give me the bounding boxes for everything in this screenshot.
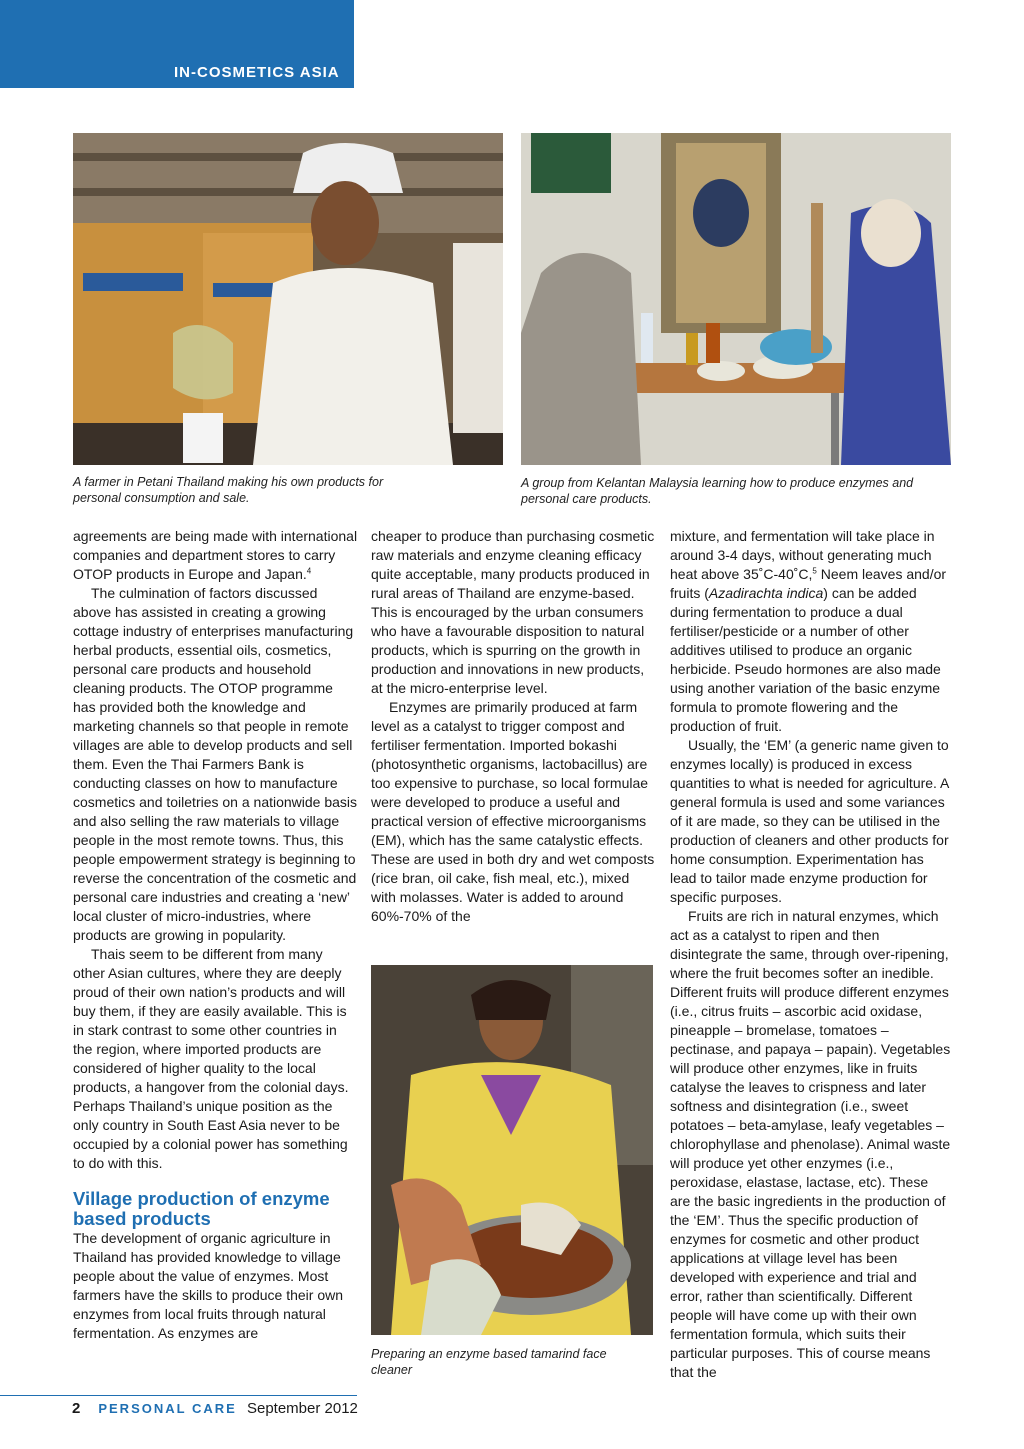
species-name: Azadirachta indica: [708, 585, 824, 601]
figure-caption-tamarind: Preparing an enzyme based tamarind face cleaner: [371, 1347, 607, 1377]
paragraph: Thais seem to be different from many other Asian cultures, where they are deeply proud of their own nation’s products and will buy them, if they are easily available. This is in stark contrast to some other countries in the region, where imported products are considered of higher quality to the local products, a hangover from the colonial days. Perhaps Thailand’s unique position as the only country in South East Asia never to be occupied by a colonial power has something to do with this.: [73, 946, 349, 1171]
paragraph-text: mixture, and fermentation will take place in around 3-4 days, without generating much heat above 35˚C-40˚C,: [670, 528, 935, 582]
paragraph: The development of organic agriculture in Thailand has provided knowledge to village people about the value of enzymes. Most farmers have the skills to produce their own enzymes from local fruits through natural fermentation. As enzymes are: [73, 1230, 344, 1341]
text-column-3: [670, 527, 952, 1382]
footnote-ref: 4: [306, 566, 312, 576]
page-number: 2: [72, 1400, 81, 1417]
text-column-2: [371, 527, 656, 926]
photo-tamarind-cleaner: [371, 965, 653, 1335]
page-footer: [72, 1400, 358, 1417]
paragraph: Usually, the ‘EM’ (a generic name given to enzymes locally) is produced in excess quantities to what is needed for agriculture. A general formula is used and some variances of it are made, so they can be utilised in the production of cleaners and other products for home consumption. Experimentation has lead to tailor made enzyme production for specific purposes.: [670, 737, 949, 905]
paragraph: Enzymes are primarily produced at farm level as a catalyst to trigger compost and fertiliser fermentation. Imported bokashi (photosynthetic organisms, lactobacillus) are too expensive to purchase, so local formulae were developed to produce a useful and practical version of effective microorganisms (EM), which has the same catalystic effects. These are used in both dry and wet composts (rice bran, oil cake, fish meal, etc.), mixed with molasses. Water is added to around 60%-70% of the: [371, 699, 655, 924]
paragraph-text: ) can be added during fermentation to produce a dual fertiliser/pesticide or a number of other additives utilised to produce an organic herbicide. Pseudo hormones are also made using another variation of the basic enzyme formula to promote flowering and the production of fruit.: [670, 585, 941, 734]
paragraph-text: agreements are being made with international companies and department stores to carry OTOP products in Europe and Japan.: [73, 528, 358, 582]
footer-rule: [0, 1395, 357, 1396]
photo-farmer: [73, 133, 503, 465]
figure-caption-farmer: A farmer in Petani Thailand making his own products for personal consumption and sale.: [73, 475, 384, 505]
section-title: IN-COSMETICS ASIA: [174, 64, 340, 81]
paragraph: cheaper to produce than purchasing cosmetic raw materials and enzyme cleaning efficacy quite acceptable, many products produced in rural areas of Thailand are enzyme-based. This is encouraged by the urban consumers who have a favourable disposition to natural products, which is spurring on the growth in production and innovations in new products, at the micro-enterprise level.: [371, 528, 655, 696]
photo-kelantan-group: [521, 133, 951, 465]
paragraph: [670, 527, 952, 736]
magazine-name: PERSONAL CARE: [98, 1401, 237, 1416]
figure-caption-kelantan: A group from Kelantan Malaysia learning how to produce enzymes and personal care products.: [521, 476, 914, 506]
footnote-ref: 5: [812, 566, 817, 576]
section-heading: Village production of enzyme based products: [73, 1188, 330, 1229]
paragraph: Fruits are rich in natural enzymes, which act as a catalyst to ripen and then disintegrate the same, through over-ripening, where the fruit becomes softer an inedible. Different fruits will produce different enzymes (i.e., citrus fruits – ascorbic acid oxidase, pineapple – bromelase, tomatoes – pectinase, and papaya – papain). Vegetables will produce other enzymes, like in fruits catalyse the leaves to crispness and later softness and disintegration (i.e., sweet potatoes – beta-amylase, leafy vegetables – chlorophyllase and phenolase). Animal waste will produce yet other enzymes (i.e., peroxidase, elastase, lactase, etc). These are the basic ingredients in the production of the ‘EM’. Thus the specific production of enzymes for cosmetic and other product applications at village level has been developed with experience and trial and error, rather than scientifically. Different people will have come up with their own fermentation formula, which suits their particular purposes. This of course means that the: [670, 908, 951, 1380]
text-column-1: [73, 527, 358, 1343]
issue-date: September 2012: [246, 1400, 358, 1417]
paragraph-text: Neem leaves and/or fruits (: [670, 566, 947, 601]
paragraph: [73, 527, 358, 584]
paragraph: The culmination of factors discussed above has assisted in creating a growing cottage industry of enterprises manufacturing herbal products, essential oils, cosmetics, personal care products and household cleaning products. The OTOP programme has provided both the knowledge and marketing channels so that people in remote villages are able to develop products and sell them. Even the Thai Farmers Bank is conducting classes on how to manufacture cosmetics and toiletries on a nationwide basis and also selling the raw materials to village people in the most remote towns. Thus, this people empowerment strategy is beginning to reverse the concentration of the cosmetic and personal care industries and creating a ‘new’ local cluster of micro-industries, where products are growing in popularity.: [73, 585, 358, 943]
